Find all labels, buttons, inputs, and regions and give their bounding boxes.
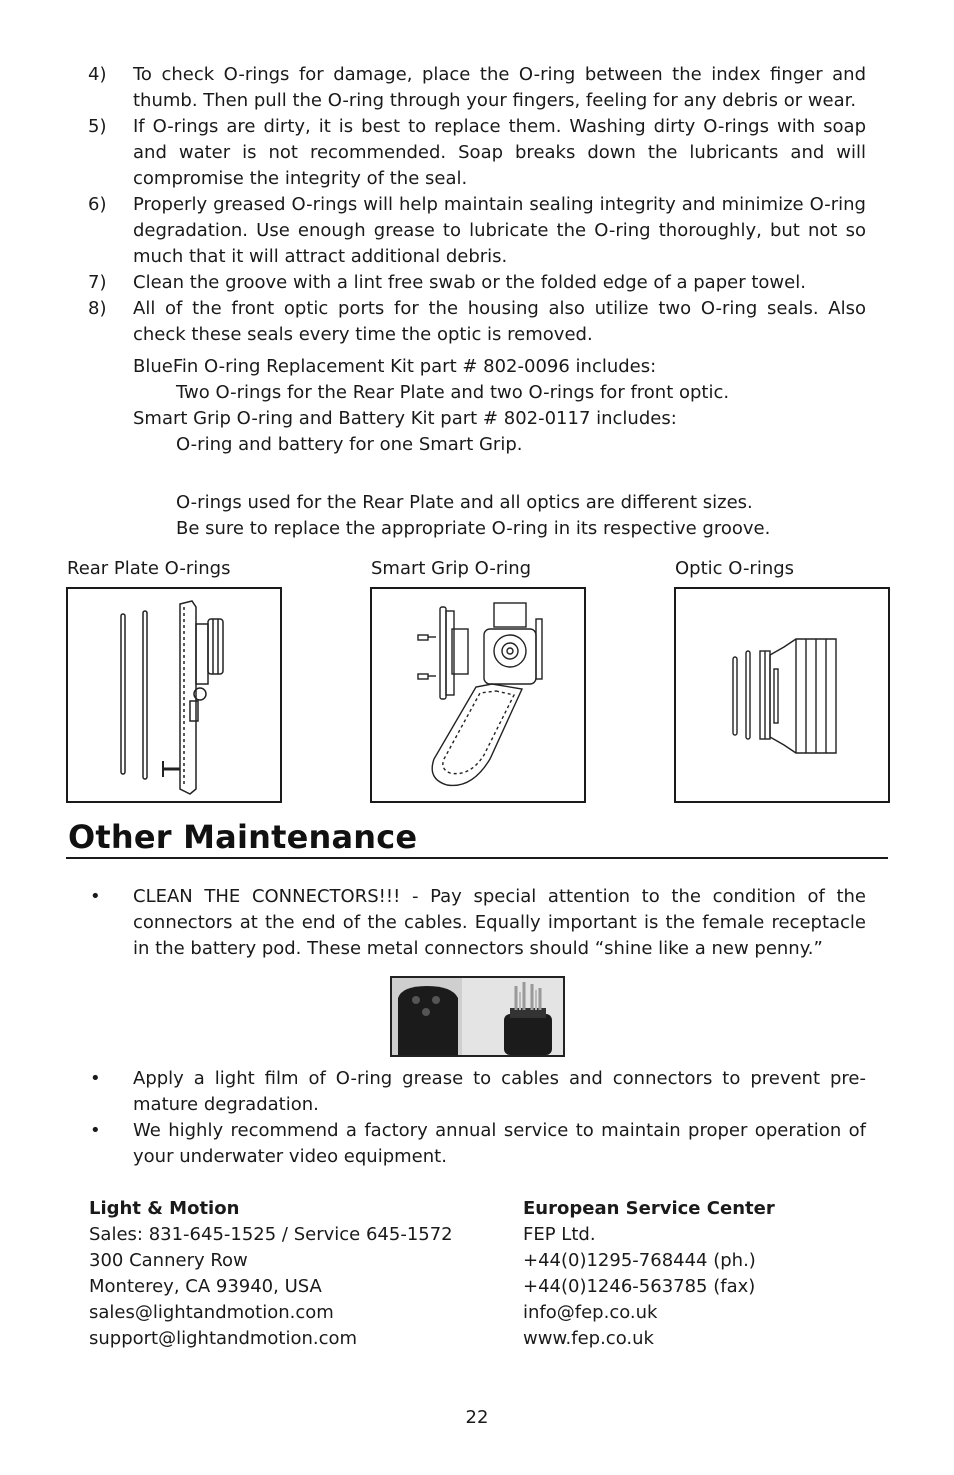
- note-line-1: O-rings used for the Rear Plate and all optics are different sizes.: [176, 492, 753, 513]
- note-line-2: Be sure to replace the appropriate O-ring in its respective groove.: [176, 518, 771, 539]
- smart-grip-figure: [370, 587, 586, 803]
- rear-plate-figure: [66, 587, 282, 803]
- phone-number: +44(0)1295-768444 (ph.): [523, 1250, 756, 1271]
- oring-size-note: [176, 490, 876, 542]
- smart-grip-drawing: [372, 589, 584, 801]
- step-text: Clean the groove with a lint free swab or the folded edge of a paper towel.: [133, 272, 806, 293]
- light-and-motion-contact: [89, 1196, 453, 1352]
- european-service-contact: [523, 1196, 775, 1352]
- bullet-text: Apply a light film of O-ring grease to cables and connectors to prevent pre-mature degradation.: [133, 1068, 866, 1115]
- connector-photo: [390, 976, 565, 1057]
- street-address: 300 Cannery Row: [89, 1250, 248, 1271]
- step-number: 6): [88, 194, 107, 215]
- smartgrip-kit-title: Smart Grip O-ring and Battery Kit part # 802-0117 includes:: [133, 408, 677, 429]
- company-name: Light & Motion: [89, 1198, 240, 1219]
- connector-photo-image: [392, 978, 563, 1055]
- bullet-text: CLEAN THE CONNECTORS!!! - Pay special attention to the condition of the connectors at the end of the cables. Equally important is the female receptacle in the battery pod. These metal connectors should “shine like a new penny.”: [133, 886, 866, 959]
- smartgrip-kit-detail: O-ring and battery for one Smart Grip.: [176, 434, 523, 455]
- bullet-text: We highly recommend a factory annual service to maintain proper operation of your underwater video equipment.: [133, 1120, 866, 1167]
- website: www.fep.co.uk: [523, 1328, 654, 1349]
- company-name: FEP Ltd.: [523, 1224, 596, 1245]
- service-center-name: European Service Center: [523, 1198, 775, 1219]
- step-8: [88, 296, 866, 348]
- heading-rule: [66, 857, 888, 859]
- bullet-annual-service: [88, 1118, 866, 1170]
- optic-figure: [674, 587, 890, 803]
- step-5: [88, 114, 866, 192]
- section-title: Other Maintenance: [68, 818, 418, 856]
- bullet-dot: •: [90, 886, 101, 907]
- city-address: Monterey, CA 93940, USA: [89, 1276, 322, 1297]
- step-7: [88, 270, 866, 296]
- bullet-clean-connectors: [88, 884, 866, 962]
- email: info@fep.co.uk: [523, 1302, 658, 1323]
- support-email: support@lightandmotion.com: [89, 1328, 358, 1349]
- replacement-kits: [133, 354, 873, 458]
- rear-plate-drawing: [68, 589, 280, 801]
- maintenance-bullets-bottom: [88, 1066, 866, 1170]
- bluefin-kit-detail: Two O-rings for the Rear Plate and two O-rings for front optic.: [176, 382, 730, 403]
- step-text: All of the front optic ports for the housing also utilize two O-ring seals. Also check these seals every time the optic is removed.: [133, 298, 866, 345]
- bullet-grease-cables: [88, 1066, 866, 1118]
- page-number: 22: [465, 1407, 489, 1428]
- smart-grip-label: Smart Grip O-ring: [371, 558, 532, 579]
- bullet-dot: •: [90, 1120, 101, 1141]
- maintenance-bullets-top: [88, 884, 866, 962]
- step-number: 8): [88, 298, 107, 319]
- step-text: Properly greased O-rings will help maintain sealing integrity and minimize O-ring degradation. Use enough grease to lubricate the O-ring thoroughly, but not so much that it will attract additional debris.: [133, 194, 866, 267]
- step-number: 7): [88, 272, 107, 293]
- sales-email: sales@lightandmotion.com: [89, 1302, 334, 1323]
- bluefin-kit-title: BlueFin O-ring Replacement Kit part # 802-0096 includes:: [133, 356, 657, 377]
- rear-plate-label: Rear Plate O-rings: [67, 558, 231, 579]
- phone-numbers: Sales: 831-645-1525 / Service 645-1572: [89, 1224, 453, 1245]
- bullet-dot: •: [90, 1068, 101, 1089]
- fax-number: +44(0)1246-563785 (fax): [523, 1276, 756, 1297]
- step-text: If O-rings are dirty, it is best to replace them. Washing dirty O-rings with soap and water is not recommended. Soap breaks down the lubricants and will compromise the integrity of the seal.: [133, 116, 866, 189]
- step-number: 5): [88, 116, 107, 137]
- step-number: 4): [88, 64, 107, 85]
- step-text: To check O-rings for damage, place the O-ring between the index finger and thumb. Then pull the O-ring through your fingers, feeling for any debris or wear.: [133, 64, 866, 111]
- optic-drawing: [676, 589, 888, 801]
- optic-label: Optic O-rings: [675, 558, 795, 579]
- step-4: [88, 62, 866, 114]
- maintenance-steps: [88, 62, 866, 348]
- step-6: [88, 192, 866, 270]
